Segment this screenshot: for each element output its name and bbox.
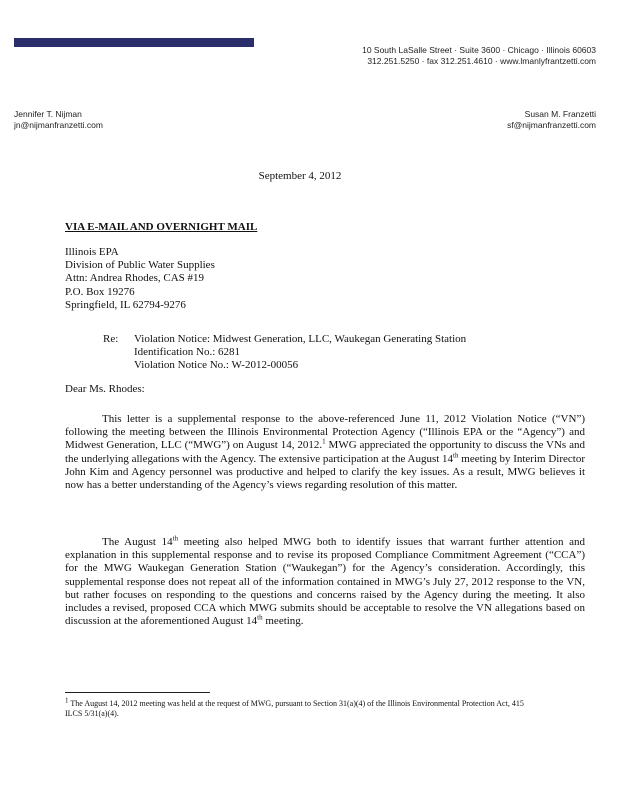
ordinal-suffix: th bbox=[172, 534, 179, 543]
para1-text-a: This letter is a supplemental response to the above-referenced June 11, 2012 Violation Notice (“VN”) following the meeting between the Illinois Environmental Protection Agency (“Illinois EPA or the “Agency”) and Midwest Generation, LLC (“MWG”) on August 14, 2012. bbox=[65, 413, 585, 452]
sender-left bbox=[14, 109, 103, 131]
para1-text-b: MWG appreciated the opportunity to discuss the VNs and the underlying allegations with the Agency. The extensive participation at the August 14 bbox=[65, 439, 585, 465]
recipient-line: Attn: Andrea Rhodes, CAS #19 bbox=[65, 272, 205, 285]
footnote-ref: 1 bbox=[322, 437, 326, 446]
recipient-address bbox=[65, 246, 215, 312]
sender-left-email: jn@nijmanfranzetti.com bbox=[14, 120, 103, 130]
re-line: Violation Notice No.: W-2012-00056 bbox=[134, 359, 299, 372]
sender-right-email: sf@nijmanfranzetti.com bbox=[507, 120, 596, 130]
footnote-number: 1 bbox=[65, 696, 69, 705]
recipient-line: P.O. Box 19276 bbox=[65, 285, 135, 298]
ordinal-suffix: th bbox=[257, 613, 263, 622]
sender-right bbox=[507, 109, 596, 131]
recipient-line: Illinois EPA bbox=[65, 246, 119, 258]
letterhead-address bbox=[362, 45, 596, 67]
letterhead-bar bbox=[14, 38, 254, 47]
para2-text-a: The August 14 bbox=[102, 536, 173, 548]
sender-right-name: Susan M. Franzetti bbox=[524, 109, 596, 119]
recipient-line: Division of Public Water Supplies bbox=[65, 259, 215, 272]
re-line: Violation Notice: Midwest Generation, LLC, Waukegan Generating Station bbox=[134, 333, 467, 345]
address-line-1: 10 South LaSalle Street · Suite 3600 · Chicago · Illinois 60603 bbox=[362, 45, 596, 55]
footnote bbox=[65, 696, 525, 719]
para1-text-c: meeting by Interim Director John Kim and Agency personnel was productive and helped to clarify the key issues. As a result, MWG believes it now has a better understanding of the Agency’s views regarding resolution of this matter. bbox=[65, 452, 585, 492]
re-label: Re: bbox=[103, 333, 119, 345]
para2-text-c: meeting. bbox=[262, 615, 304, 628]
recipient-line: Springfield, IL 62794-9276 bbox=[65, 298, 186, 311]
delivery-method: VIA E-MAIL AND OVERNIGHT MAIL bbox=[65, 221, 258, 233]
re-subject bbox=[134, 333, 466, 373]
footnote-text: The August 14, 2012 meeting was held at the request of MWG, pursuant to Section 31(a)(4) of the Illinois Environmental Protection Act, 415 ILCS 5/31(a)(4). bbox=[65, 699, 524, 718]
footnote-divider bbox=[65, 692, 210, 693]
letter-date: September 4, 2012 bbox=[258, 170, 342, 182]
body-paragraph-1 bbox=[65, 413, 585, 492]
sender-left-name: Jennifer T. Nijman bbox=[14, 109, 82, 119]
address-line-2: 312.251.5250 · fax 312.251.4610 · www.lmanlyfrantzetti.com bbox=[367, 56, 596, 66]
para2-text-b: meeting also helped MWG both to identify issues that warrant further attention and explanation in this supplemental response and to revise its proposed Compliance Commitment Agreement (“CCA”) for the MWG Waukegan Generation Station (“Waukegan”) for the Agency’s consideration. Accordingly, this supplemental response does not repeat all of the information contained in MWG’s July 27, 2012 response to the VN, but rather focuses on responding to the questions and concerns raised by the Agency during the meeting. It also includes a revised, proposed CCA which MWG submits should be acceptable to resolve the VN allegations based on discussion at the aforementioned August 14 bbox=[65, 536, 585, 628]
body-paragraph-2 bbox=[65, 536, 585, 628]
ordinal-suffix: th bbox=[453, 450, 459, 459]
salutation: Dear Ms. Rhodes: bbox=[65, 383, 145, 395]
re-line: Identification No.: 6281 bbox=[134, 346, 241, 359]
